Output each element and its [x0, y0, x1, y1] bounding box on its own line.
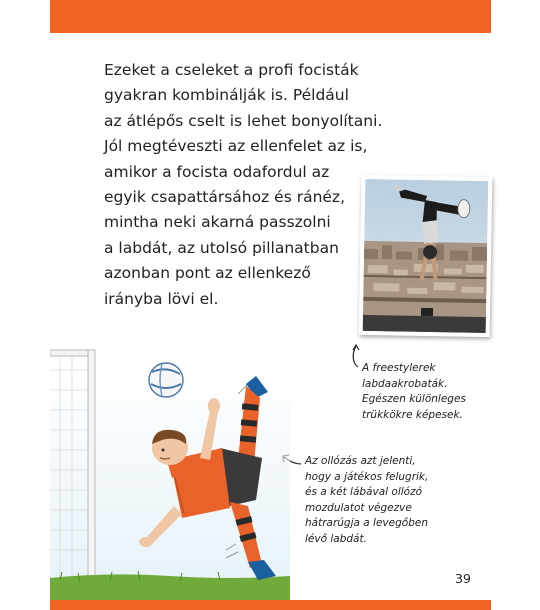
caption-line: labdaakrobaták.	[362, 377, 448, 390]
bicycle-kick-illustration	[50, 340, 290, 600]
main-text-line: azonban pont az ellenkező	[104, 264, 311, 283]
main-text-line: az átlépős cselt is lehet bonyolítani.	[104, 111, 383, 130]
soccer-ball-icon	[149, 363, 183, 397]
main-text-line: Jól megtéveszti az ellenfelet az is,	[104, 137, 368, 156]
caption-line: A freestylerek	[362, 362, 436, 374]
main-text-line: Ezeket a cseleket a profi focisták	[104, 61, 359, 79]
caption-line: hátrarúgja a levegőben	[305, 517, 428, 529]
caption-line: mozdulatot végezve	[305, 501, 412, 514]
caption-line: Egészen különleges	[362, 393, 466, 405]
caption-line: és a két lábával ollózó	[305, 486, 423, 498]
main-text-line: amikor a focista odafordul az	[104, 162, 330, 181]
main-text-line: mintha neki akarná passzolni	[104, 213, 331, 232]
bicycle-kick-caption	[305, 454, 428, 547]
main-text-line: a labdát, az utolsó pillanatban	[104, 238, 339, 257]
main-text-line: egyik csapattársához és ránéz,	[104, 188, 345, 207]
caption-line: lévő labdát.	[305, 532, 367, 545]
page-number: 39	[455, 571, 471, 586]
top-orange-band	[50, 0, 491, 33]
bottom-orange-band	[50, 600, 491, 610]
caption-line: Az ollózás azt jelenti,	[305, 455, 416, 467]
caption-line: hogy a játékos felugrik,	[305, 470, 429, 483]
caption-line: trükkökre képesek.	[362, 408, 463, 421]
main-text-line: gyakran kombinálják is. Például	[104, 86, 349, 105]
freestyle-caption	[362, 361, 466, 423]
main-text-line: irányba lövi el.	[104, 289, 219, 308]
main-paragraph	[104, 58, 394, 312]
freestyler-photo	[359, 175, 493, 337]
freestyler-photo-image	[363, 179, 489, 333]
